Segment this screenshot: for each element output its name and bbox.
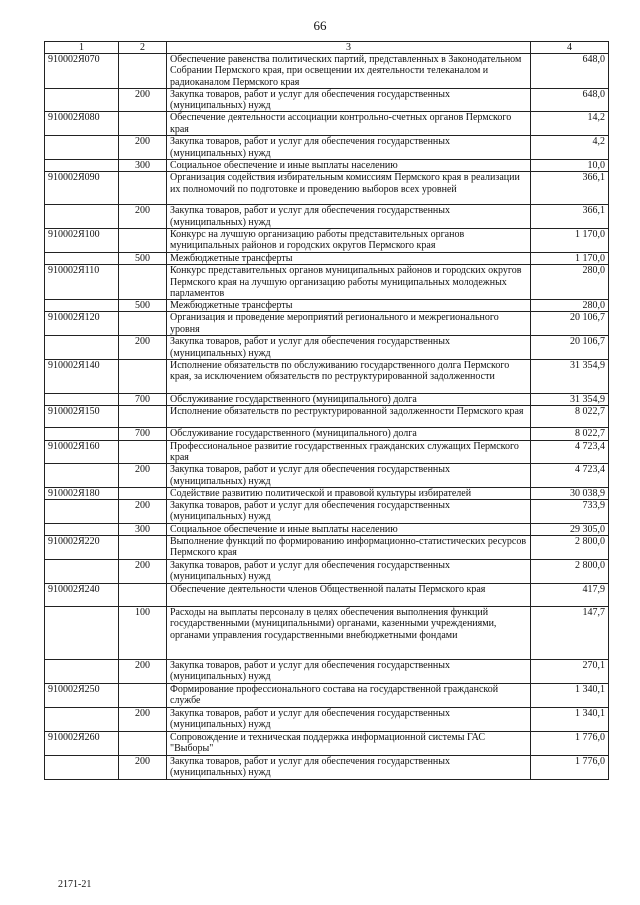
cell-code xyxy=(45,336,119,360)
cell-code xyxy=(45,88,119,112)
cell-description: Социальное обеспечение и иные выплаты населению xyxy=(167,523,531,535)
cell-code xyxy=(45,464,119,488)
cell-kind: 200 xyxy=(119,708,167,732)
cell-kind: 200 xyxy=(119,205,167,229)
cell-kind xyxy=(119,360,167,394)
table-row xyxy=(45,160,609,172)
cell-kind xyxy=(119,312,167,336)
cell-description: Обеспечение деятельности членов Общественной палаты Пермского края xyxy=(167,584,531,607)
column-header-amount: 4 xyxy=(531,42,609,54)
table-row xyxy=(45,252,609,264)
table-row xyxy=(45,464,609,488)
cell-code: 910002Я080 xyxy=(45,112,119,136)
document-code: 2171-21 xyxy=(58,879,92,890)
cell-description: Закупка товаров, работ и услуг для обеспечения государственных (муниципальных) нужд xyxy=(167,755,531,779)
cell-code: 910002Я070 xyxy=(45,54,119,89)
cell-kind: 300 xyxy=(119,160,167,172)
cell-kind: 200 xyxy=(119,336,167,360)
cell-kind: 200 xyxy=(119,500,167,524)
cell-code xyxy=(45,660,119,684)
cell-description: Межбюджетные трансферты xyxy=(167,252,531,264)
cell-description: Межбюджетные трансферты xyxy=(167,300,531,312)
cell-description: Закупка товаров, работ и услуг для обеспечения государственных (муниципальных) нужд xyxy=(167,500,531,524)
cell-amount: 733,9 xyxy=(531,500,609,524)
cell-amount: 1 340,1 xyxy=(531,684,609,708)
table-row xyxy=(45,336,609,360)
cell-amount: 1 776,0 xyxy=(531,731,609,755)
table-row xyxy=(45,731,609,755)
cell-code xyxy=(45,205,119,229)
cell-amount: 1 170,0 xyxy=(531,252,609,264)
cell-code xyxy=(45,160,119,172)
cell-description: Закупка товаров, работ и услуг для обеспечения государственных (муниципальных) нужд xyxy=(167,708,531,732)
cell-amount: 4 723,4 xyxy=(531,464,609,488)
page-number: 66 xyxy=(313,18,327,33)
table-row xyxy=(45,428,609,440)
cell-amount: 2 800,0 xyxy=(531,560,609,584)
column-header-kind: 2 xyxy=(119,42,167,54)
cell-amount: 1 776,0 xyxy=(531,755,609,779)
table-row xyxy=(45,205,609,229)
cell-description: Закупка товаров, работ и услуг для обеспечения государственных (муниципальных) нужд xyxy=(167,336,531,360)
cell-kind xyxy=(119,684,167,708)
cell-code: 910002Я250 xyxy=(45,684,119,708)
cell-description: Закупка товаров, работ и услуг для обеспечения государственных (муниципальных) нужд xyxy=(167,560,531,584)
table-row xyxy=(45,88,609,112)
cell-code xyxy=(45,523,119,535)
cell-description: Закупка товаров, работ и услуг для обеспечения государственных (муниципальных) нужд xyxy=(167,660,531,684)
cell-amount: 4,2 xyxy=(531,136,609,160)
cell-amount: 147,7 xyxy=(531,607,609,660)
cell-description: Конкурс на лучшую организацию работы представительных органов муниципальных районов и городских округов Пермского края xyxy=(167,228,531,252)
cell-kind: 200 xyxy=(119,660,167,684)
cell-amount: 2 800,0 xyxy=(531,536,609,560)
cell-kind: 700 xyxy=(119,428,167,440)
cell-description: Исполнение обязательств по реструктурированной задолженности Пермского края xyxy=(167,406,531,428)
cell-amount: 31 354,9 xyxy=(531,360,609,394)
cell-description: Исполнение обязательств по обслуживанию государственного долга Пермского края, за исключением обязательств по реструктурированной задолженности xyxy=(167,360,531,394)
table-row xyxy=(45,136,609,160)
table-row xyxy=(45,112,609,136)
cell-kind: 100 xyxy=(119,607,167,660)
cell-kind xyxy=(119,265,167,300)
cell-kind xyxy=(119,487,167,499)
cell-code xyxy=(45,136,119,160)
column-header-code: 1 xyxy=(45,42,119,54)
cell-code xyxy=(45,428,119,440)
cell-description: Сопровождение и техническая поддержка информационной системы ГАС "Выборы" xyxy=(167,731,531,755)
table-row xyxy=(45,500,609,524)
cell-kind xyxy=(119,584,167,607)
table-row xyxy=(45,394,609,406)
cell-kind xyxy=(119,172,167,205)
cell-description: Закупка товаров, работ и услуг для обеспечения государственных (муниципальных) нужд xyxy=(167,464,531,488)
cell-code: 910002Я150 xyxy=(45,406,119,428)
table-row xyxy=(45,755,609,779)
cell-kind: 200 xyxy=(119,755,167,779)
cell-kind: 500 xyxy=(119,252,167,264)
cell-description: Обслуживание государственного (муниципального) долга xyxy=(167,394,531,406)
cell-code: 910002Я180 xyxy=(45,487,119,499)
cell-code: 910002Я100 xyxy=(45,228,119,252)
cell-description: Закупка товаров, работ и услуг для обеспечения государственных (муниципальных) нужд xyxy=(167,136,531,160)
cell-description: Конкурс представительных органов муниципальных районов и городских округов Пермского края на лучшую организацию работы муниципальных молодежных парламентов xyxy=(167,265,531,300)
cell-description: Выполнение функций по формированию информационно-статистических ресурсов Пермского края xyxy=(167,536,531,560)
table-row xyxy=(45,54,609,89)
cell-code xyxy=(45,607,119,660)
cell-description: Формирование профессионального состава на государственной гражданской службе xyxy=(167,684,531,708)
cell-description: Профессиональное развитие государственных гражданских служащих Пермского края xyxy=(167,440,531,464)
cell-amount: 366,1 xyxy=(531,172,609,205)
cell-code: 910002Я260 xyxy=(45,731,119,755)
cell-description: Обслуживание государственного (муниципального) долга xyxy=(167,428,531,440)
cell-amount: 1 340,1 xyxy=(531,708,609,732)
cell-kind: 200 xyxy=(119,560,167,584)
cell-amount: 14,2 xyxy=(531,112,609,136)
column-header-description: 3 xyxy=(167,42,531,54)
cell-kind: 200 xyxy=(119,464,167,488)
cell-code: 910002Я220 xyxy=(45,536,119,560)
cell-description: Расходы на выплаты персоналу в целях обеспечения выполнения функций государственными (муниципальными) органами, казенными учреждениями, органами управления государственными внебюджетными фондами xyxy=(167,607,531,660)
table-row xyxy=(45,584,609,607)
cell-amount: 10,0 xyxy=(531,160,609,172)
cell-description: Организация и проведение мероприятий регионального и межрегионального уровня xyxy=(167,312,531,336)
table-body xyxy=(45,54,609,780)
cell-kind: 200 xyxy=(119,136,167,160)
table-row xyxy=(45,660,609,684)
cell-amount: 270,1 xyxy=(531,660,609,684)
cell-amount: 8 022,7 xyxy=(531,406,609,428)
table-row xyxy=(45,172,609,205)
header-row xyxy=(45,42,609,54)
table-row xyxy=(45,406,609,428)
cell-kind: 500 xyxy=(119,300,167,312)
table-row xyxy=(45,536,609,560)
cell-kind xyxy=(119,228,167,252)
cell-code: 910002Я240 xyxy=(45,584,119,607)
table-row xyxy=(45,684,609,708)
cell-kind xyxy=(119,731,167,755)
cell-amount: 1 170,0 xyxy=(531,228,609,252)
cell-kind: 700 xyxy=(119,394,167,406)
cell-code xyxy=(45,560,119,584)
cell-code: 910002Я090 xyxy=(45,172,119,205)
cell-description: Обеспечение деятельности ассоциации контрольно-счетных органов Пермского края xyxy=(167,112,531,136)
cell-amount: 8 022,7 xyxy=(531,428,609,440)
cell-amount: 20 106,7 xyxy=(531,312,609,336)
cell-code xyxy=(45,708,119,732)
table-row xyxy=(45,440,609,464)
cell-description: Социальное обеспечение и иные выплаты населению xyxy=(167,160,531,172)
cell-kind xyxy=(119,54,167,89)
table-row xyxy=(45,560,609,584)
cell-kind xyxy=(119,406,167,428)
table-row xyxy=(45,708,609,732)
cell-kind xyxy=(119,440,167,464)
table-row xyxy=(45,487,609,499)
cell-description: Организация содействия избирательным комиссиям Пермского края в реализации их полномочий по подготовке и проведению выборов всех уровней xyxy=(167,172,531,205)
cell-description: Закупка товаров, работ и услуг для обеспечения государственных (муниципальных) нужд xyxy=(167,88,531,112)
table-row xyxy=(45,300,609,312)
cell-code: 910002Я160 xyxy=(45,440,119,464)
cell-amount: 30 038,9 xyxy=(531,487,609,499)
cell-amount: 4 723,4 xyxy=(531,440,609,464)
cell-kind xyxy=(119,536,167,560)
table-row xyxy=(45,312,609,336)
cell-amount: 366,1 xyxy=(531,205,609,229)
cell-kind xyxy=(119,112,167,136)
cell-code xyxy=(45,300,119,312)
budget-table xyxy=(44,41,609,780)
cell-code xyxy=(45,252,119,264)
cell-kind: 300 xyxy=(119,523,167,535)
cell-kind: 200 xyxy=(119,88,167,112)
table-row xyxy=(45,523,609,535)
table-row xyxy=(45,265,609,300)
cell-amount: 31 354,9 xyxy=(531,394,609,406)
cell-amount: 280,0 xyxy=(531,265,609,300)
cell-description: Закупка товаров, работ и услуг для обеспечения государственных (муниципальных) нужд xyxy=(167,205,531,229)
cell-amount: 648,0 xyxy=(531,88,609,112)
cell-description: Содействие развитию политической и правовой культуры избирателей xyxy=(167,487,531,499)
cell-code: 910002Я140 xyxy=(45,360,119,394)
cell-code xyxy=(45,755,119,779)
cell-amount: 29 305,0 xyxy=(531,523,609,535)
table-row xyxy=(45,228,609,252)
cell-description: Обеспечение равенства политических партий, представленных в Законодательном Собрании Пермского края, при освещении их деятельности телеканалом и радиоканалом Пермского края xyxy=(167,54,531,89)
table-row xyxy=(45,360,609,394)
cell-amount: 417,9 xyxy=(531,584,609,607)
cell-amount: 20 106,7 xyxy=(531,336,609,360)
cell-code xyxy=(45,500,119,524)
cell-amount: 648,0 xyxy=(531,54,609,89)
table-row xyxy=(45,607,609,660)
cell-amount: 280,0 xyxy=(531,300,609,312)
cell-code: 910002Я120 xyxy=(45,312,119,336)
cell-code: 910002Я110 xyxy=(45,265,119,300)
cell-code xyxy=(45,394,119,406)
